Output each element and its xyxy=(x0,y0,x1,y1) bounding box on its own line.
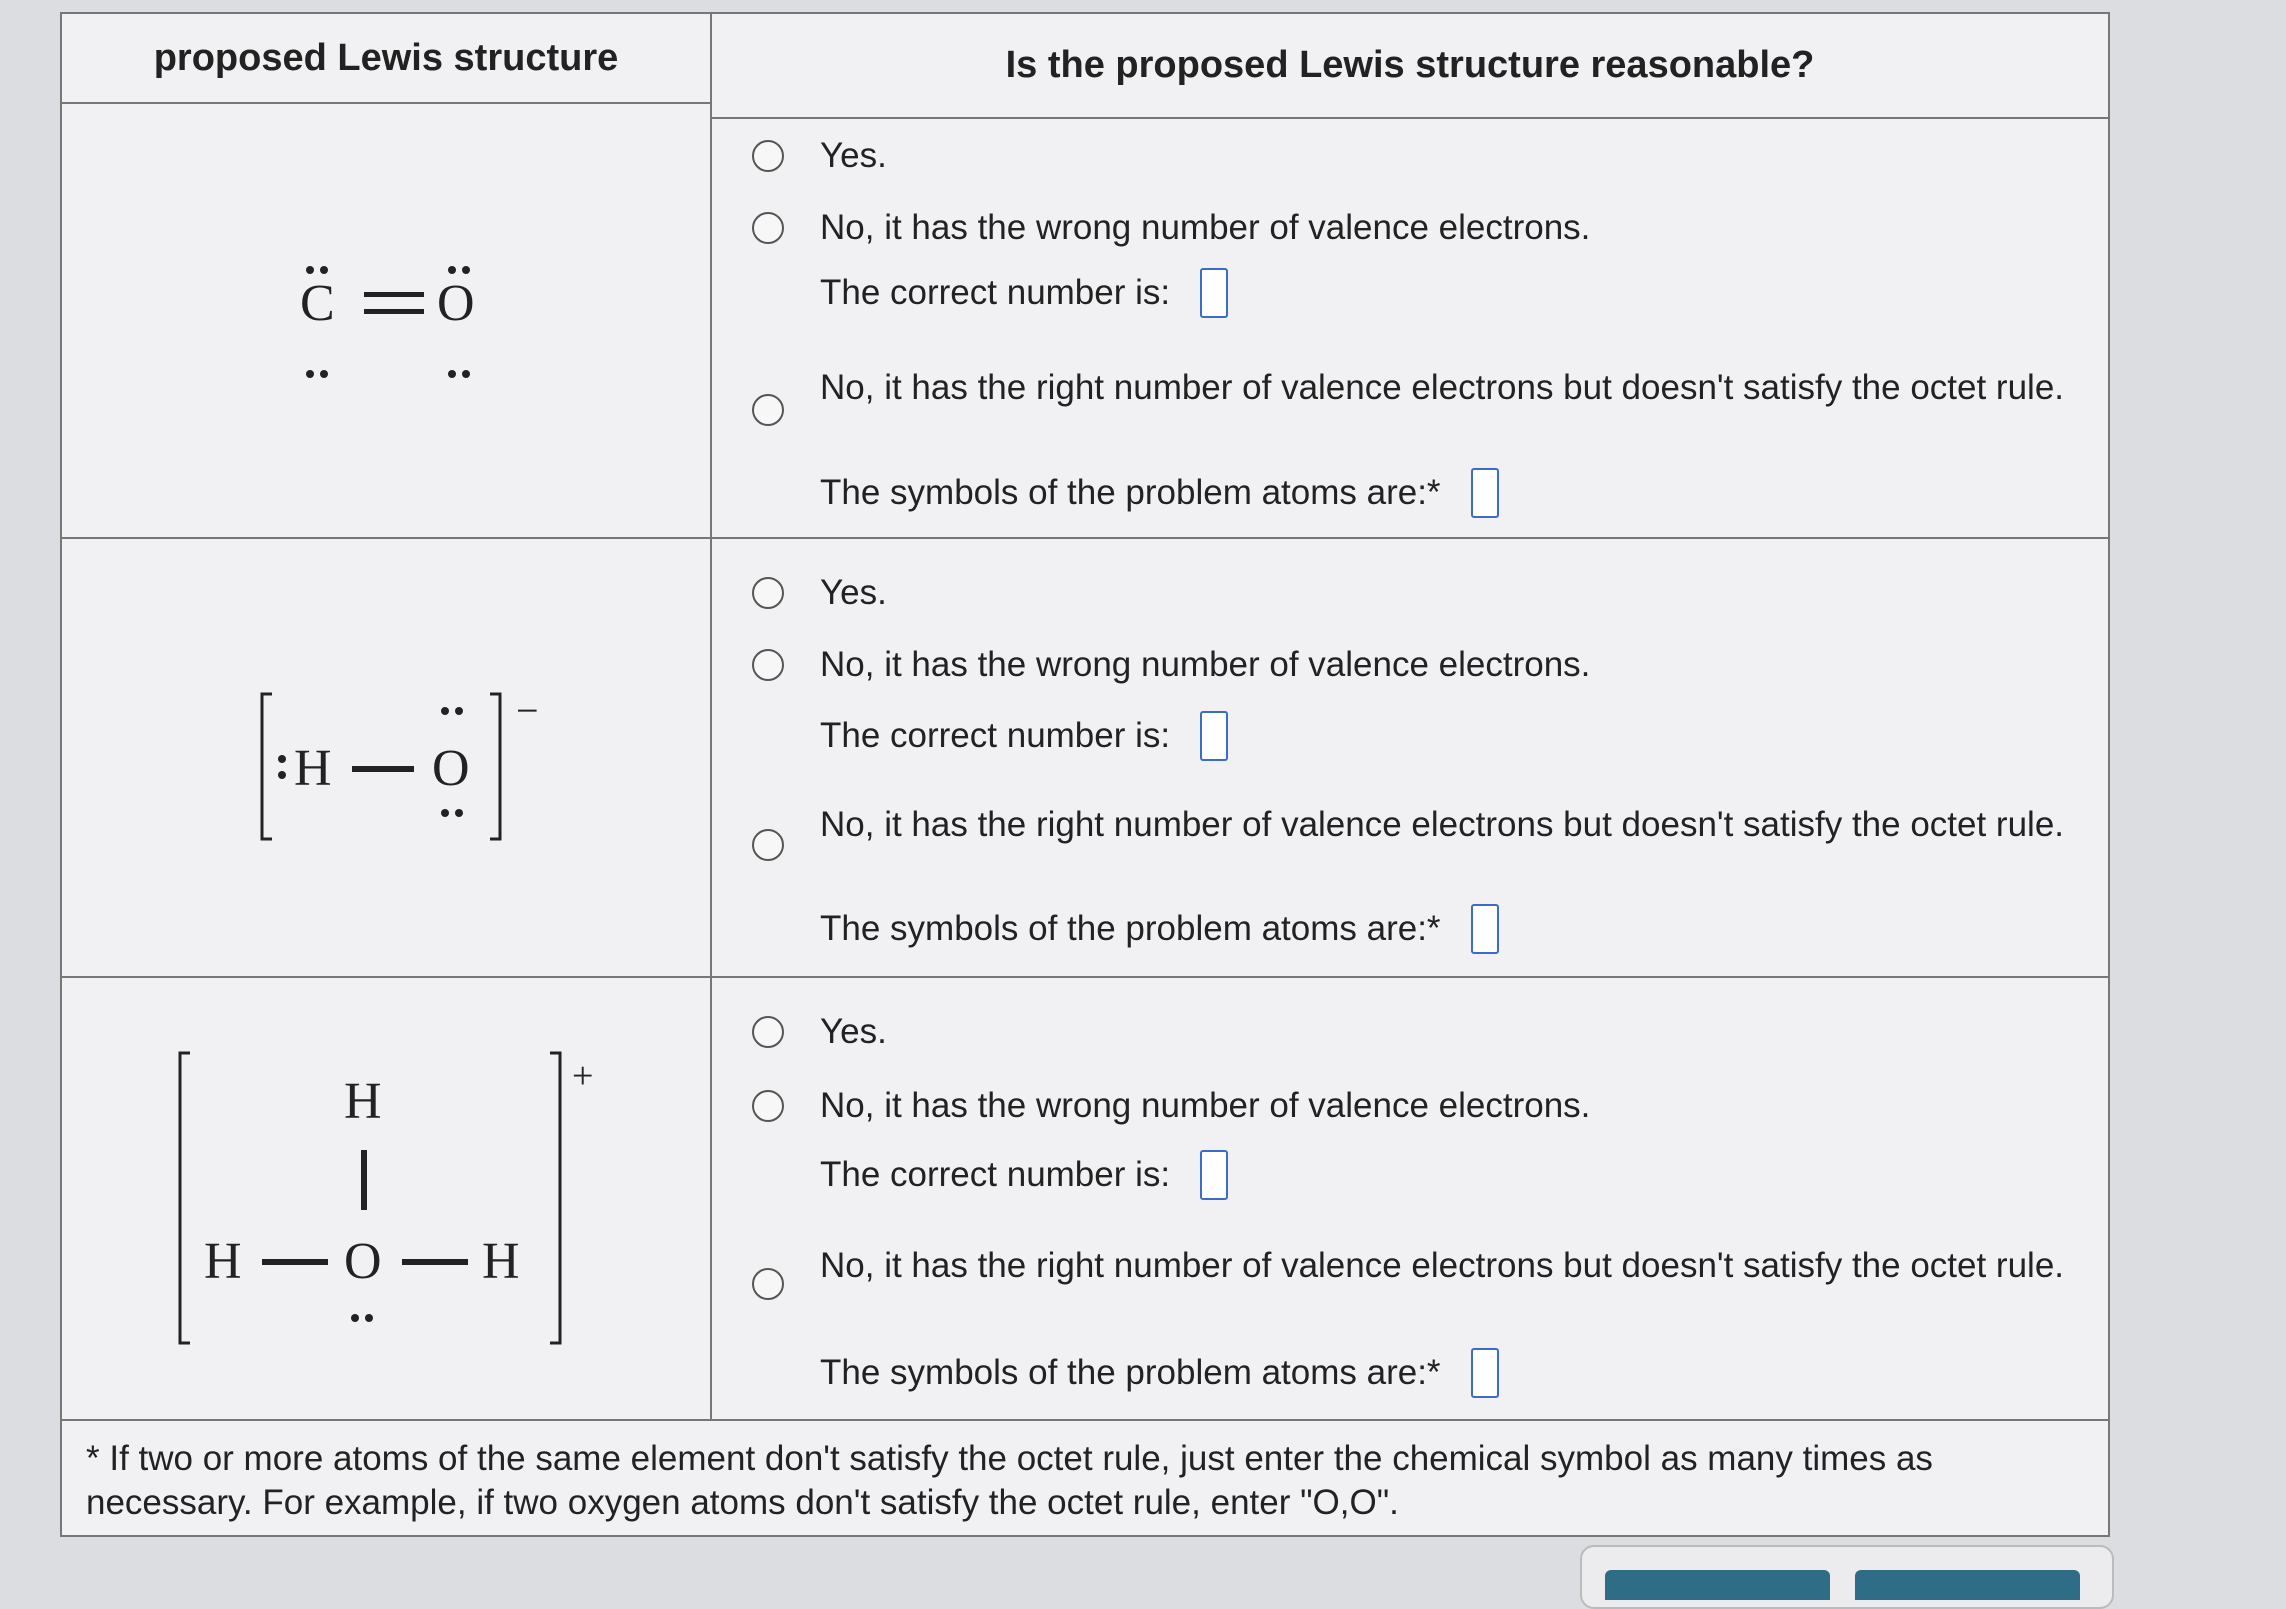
symbols-row-2 xyxy=(820,904,1499,954)
radio-wrong-count-3[interactable] xyxy=(752,1090,784,1122)
radio-wrong-count-1[interactable] xyxy=(752,212,784,244)
options-row-3 xyxy=(712,978,2108,1419)
option-yes-1: Yes. xyxy=(820,136,887,175)
correct-number-label-1: The correct number is: xyxy=(820,273,1171,312)
lewis-oh-drawing xyxy=(62,539,710,976)
correct-number-label-3: The correct number is: xyxy=(820,1155,1171,1194)
correct-number-row-2 xyxy=(820,711,1228,761)
option-wrong-count-2: No, it has the wrong number of valence electrons. xyxy=(820,645,1591,684)
structure-co xyxy=(62,104,710,537)
symbols-input-3[interactable] xyxy=(1471,1348,1499,1398)
action-button-2[interactable] xyxy=(1855,1570,2080,1600)
radio-octet-2[interactable] xyxy=(752,829,784,861)
atom-h-left: H xyxy=(204,1233,242,1290)
correct-number-input-3[interactable] xyxy=(1200,1150,1228,1200)
header-structure: proposed Lewis structure xyxy=(62,14,712,104)
radio-yes-1[interactable] xyxy=(752,140,784,172)
option-yes-2: Yes. xyxy=(820,573,887,612)
atom-h-top: H xyxy=(344,1073,382,1130)
header-reasonable: Is the proposed Lewis structure reasonable? xyxy=(712,14,2108,119)
symbols-row-1 xyxy=(820,468,1499,518)
correct-number-row-3 xyxy=(820,1150,1228,1200)
radio-octet-1[interactable] xyxy=(752,394,784,426)
correct-number-input-1[interactable] xyxy=(1200,268,1228,318)
radio-yes-2[interactable] xyxy=(752,577,784,609)
radio-octet-3[interactable] xyxy=(752,1268,784,1300)
option-wrong-count-3: No, it has the wrong number of valence electrons. xyxy=(820,1086,1591,1125)
question-table xyxy=(60,12,2110,1537)
structure-h3o xyxy=(62,978,710,1419)
atom-o-center: O xyxy=(344,1233,382,1290)
correct-number-label-2: The correct number is: xyxy=(820,716,1171,755)
octet-footnote: * If two or more atoms of the same element don't satisfy the octet rule, just enter the chemical symbol as many times as necessary. For example, if two oxygen atoms don't satisfy the octet rule, enter "O,O". xyxy=(62,1419,2108,1537)
symbols-label-3: The symbols of the problem atoms are:* xyxy=(820,1353,1441,1392)
symbols-input-2[interactable] xyxy=(1471,904,1499,954)
radio-wrong-count-2[interactable] xyxy=(752,649,784,681)
option-wrong-count-1: No, it has the wrong number of valence electrons. xyxy=(820,208,1591,247)
correct-number-row-1 xyxy=(820,268,1228,318)
options-row-2 xyxy=(712,539,2108,976)
option-yes-3: Yes. xyxy=(820,1012,887,1051)
symbols-input-1[interactable] xyxy=(1471,468,1499,518)
lewis-h3o-drawing xyxy=(62,978,710,1419)
lewis-co-drawing xyxy=(62,104,710,537)
symbols-row-3 xyxy=(820,1348,1499,1398)
option-octet-2: No, it has the right number of valence electrons but doesn't satisfy the octet rule. xyxy=(820,805,2065,844)
atom-h-right: H xyxy=(482,1233,520,1290)
symbols-label-2: The symbols of the problem atoms are:* xyxy=(820,909,1441,948)
atom-o: O xyxy=(437,275,475,332)
radio-yes-3[interactable] xyxy=(752,1016,784,1048)
atom-o: O xyxy=(432,740,470,797)
charge-minus: − xyxy=(516,688,539,733)
atom-c: C xyxy=(300,275,335,332)
charge-plus: + xyxy=(572,1055,594,1097)
symbols-label-1: The symbols of the problem atoms are:* xyxy=(820,473,1441,512)
option-octet-3: No, it has the right number of valence electrons but doesn't satisfy the octet rule. xyxy=(820,1246,2065,1285)
structure-oh xyxy=(62,539,710,976)
options-row-1 xyxy=(712,104,2108,537)
action-button-1[interactable] xyxy=(1605,1570,1830,1600)
correct-number-input-2[interactable] xyxy=(1200,711,1228,761)
option-octet-1: No, it has the right number of valence electrons but doesn't satisfy the octet rule. xyxy=(820,368,2065,407)
atom-h: H xyxy=(294,740,332,797)
